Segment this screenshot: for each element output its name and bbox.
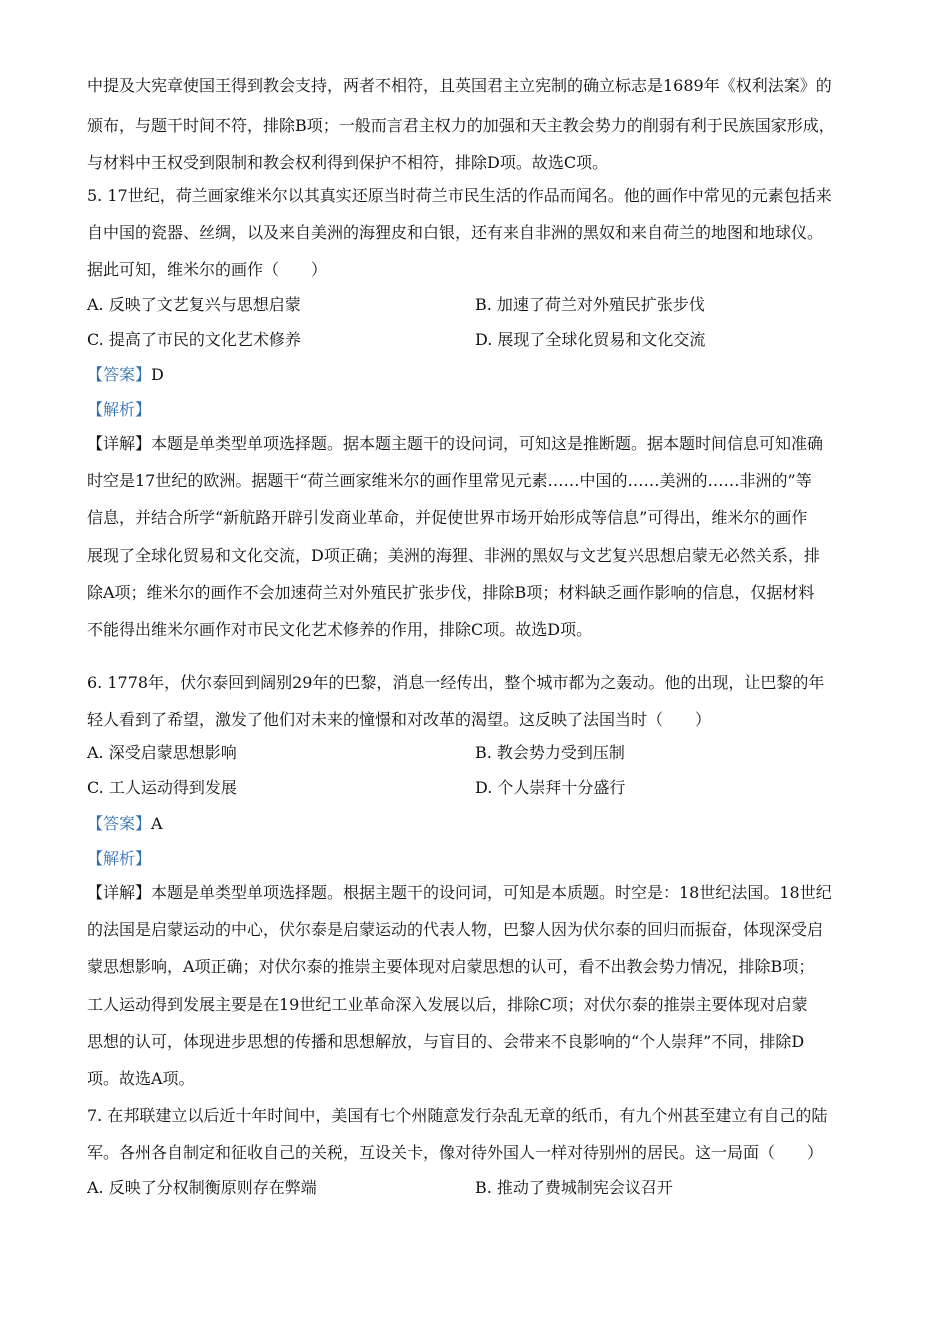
q5-option-d: D. 展现了全球化贸易和文化交流 bbox=[475, 330, 706, 349]
q6-detail-line-6: 项。故选A项。 bbox=[87, 1069, 195, 1088]
q5-detail-line-5: 除A项；维米尔的画作不会加速荷兰对外殖民扩张步伐，排除B项；材料缺乏画作影响的信息，仅据材料 bbox=[87, 583, 815, 602]
q6-answer-value: A bbox=[151, 814, 163, 833]
q6-option-d: D. 个人崇拜十分盛行 bbox=[475, 778, 626, 797]
q5-detail-line-6: 不能得出维米尔画作对市民文化艺术修养的作用，排除C项。故选D项。 bbox=[87, 620, 593, 639]
q7-option-b: B. 推动了费城制宪会议召开 bbox=[475, 1178, 673, 1197]
q6-answer bbox=[87, 813, 877, 835]
q5-answer-label: 【答案】 bbox=[87, 365, 152, 384]
q5-detail-line-4: 展现了全球化贸易和文化交流，D项正确；美洲的海狸、非洲的黑奴与文艺复兴思想启蒙无必然关系，排 bbox=[87, 546, 820, 565]
q5-stem-line-3: 据此可知，维米尔的画作（ ） bbox=[87, 260, 328, 279]
q6-option-a: A. 深受启蒙思想影响 bbox=[87, 743, 237, 762]
q7-option-a: A. 反映了分权制衡原则存在弊端 bbox=[87, 1178, 317, 1197]
q7-stem-line-2: 军。各州各自制定和征收自己的关税，互设关卡，像对待外国人一样对待别州的居民。这一局面（ ） bbox=[87, 1143, 824, 1162]
q6-option-c: C. 工人运动得到发展 bbox=[87, 778, 237, 797]
q6-detail-line-4: 工人运动得到发展主要是在19世纪工业革命深入发展以后，排除C项；对伏尔泰的推崇主要体现对启蒙 bbox=[87, 995, 808, 1014]
q7-stem-line-1: 7. 在邦联建立以后近十年时间中，美国有七个州随意发行杂乱无章的纸币，有九个州甚至建立有自己的陆 bbox=[87, 1106, 828, 1125]
q5-answer-value: D bbox=[151, 365, 164, 384]
intro-line-3: 与材料中王权受到限制和教会权利得到保护不相符，排除D项。故选C项。 bbox=[87, 153, 609, 172]
q5-detail-line-1: 【详解】本题是单类型单项选择题。据本题主题干的设问词，可知这是推断题。据本题时间信息可知准确 bbox=[87, 434, 824, 453]
q6-analysis-label: 【解析】 bbox=[87, 849, 152, 868]
q5-detail-line-3: 信息，并结合所学“新航路开辟引发商业革命，并促使世界市场开始形成等信息”可得出，维米尔的画作 bbox=[87, 508, 808, 527]
q6-detail-line-5: 思想的认可，体现进步思想的传播和思想解放，与盲目的、会带来不良影响的“个人崇拜”不同，排除D bbox=[87, 1032, 805, 1051]
q5-option-b: B. 加速了荷兰对外殖民扩张步伐 bbox=[475, 295, 705, 314]
q5-option-c: C. 提高了市民的文化艺术修养 bbox=[87, 330, 301, 349]
q6-stem-line-1: 6. 1778年，伏尔泰回到阔别29年的巴黎，消息一经传出，整个城市都为之轰动。他的出现，让巴黎的年 bbox=[87, 673, 825, 692]
q6-option-b: B. 教会势力受到压制 bbox=[475, 743, 625, 762]
q6-stem-line-2: 轻人看到了希望，激发了他们对未来的憧憬和对改革的渴望。这反映了法国当时（ ） bbox=[87, 710, 712, 729]
q6-detail-line-1: 【详解】本题是单类型单项选择题。根据主题干的设问词，可知是本质题。时空是：18世纪法国。18世纪 bbox=[87, 883, 832, 902]
q6-detail-line-2: 的法国是启蒙运动的中心，伏尔泰是启蒙运动的代表人物，巴黎人因为伏尔泰的回归而振奋，体现深受启 bbox=[87, 920, 824, 939]
intro-line-1: 中提及大宪章使国王得到教会支持，两者不相符，且英国君主立宪制的确立标志是1689年《权利法案》的 bbox=[87, 76, 832, 95]
intro-line-2: 颁布，与题干时间不符，排除B项；一般而言君主权力的加强和天主教会势力的削弱有利于民族国家形成， bbox=[87, 116, 835, 135]
q5-stem-line-2: 自中国的瓷器、丝绸，以及来自美洲的海狸皮和白银，还有来自非洲的黑奴和来自荷兰的地图和地球仪。 bbox=[87, 223, 824, 242]
q5-option-a: A. 反映了文艺复兴与思想启蒙 bbox=[87, 295, 301, 314]
q5-stem-line-1: 5. 17世纪，荷兰画家维米尔以其真实还原当时荷兰市民生活的作品而闻名。他的画作中常见的元素包括来 bbox=[87, 186, 832, 205]
q5-analysis-label: 【解析】 bbox=[87, 400, 152, 419]
q6-answer-label: 【答案】 bbox=[87, 814, 152, 833]
q5-detail-line-2: 时空是17世纪的欧洲。据题干“荷兰画家维米尔的画作里常见元素……中国的……美洲的……非洲的”等 bbox=[87, 471, 812, 490]
q6-detail-line-3: 蒙思想影响，A项正确；对伏尔泰的推崇主要体现对启蒙思想的认可，看不出教会势力情况，排除B项； bbox=[87, 957, 815, 976]
q5-answer bbox=[87, 364, 877, 386]
